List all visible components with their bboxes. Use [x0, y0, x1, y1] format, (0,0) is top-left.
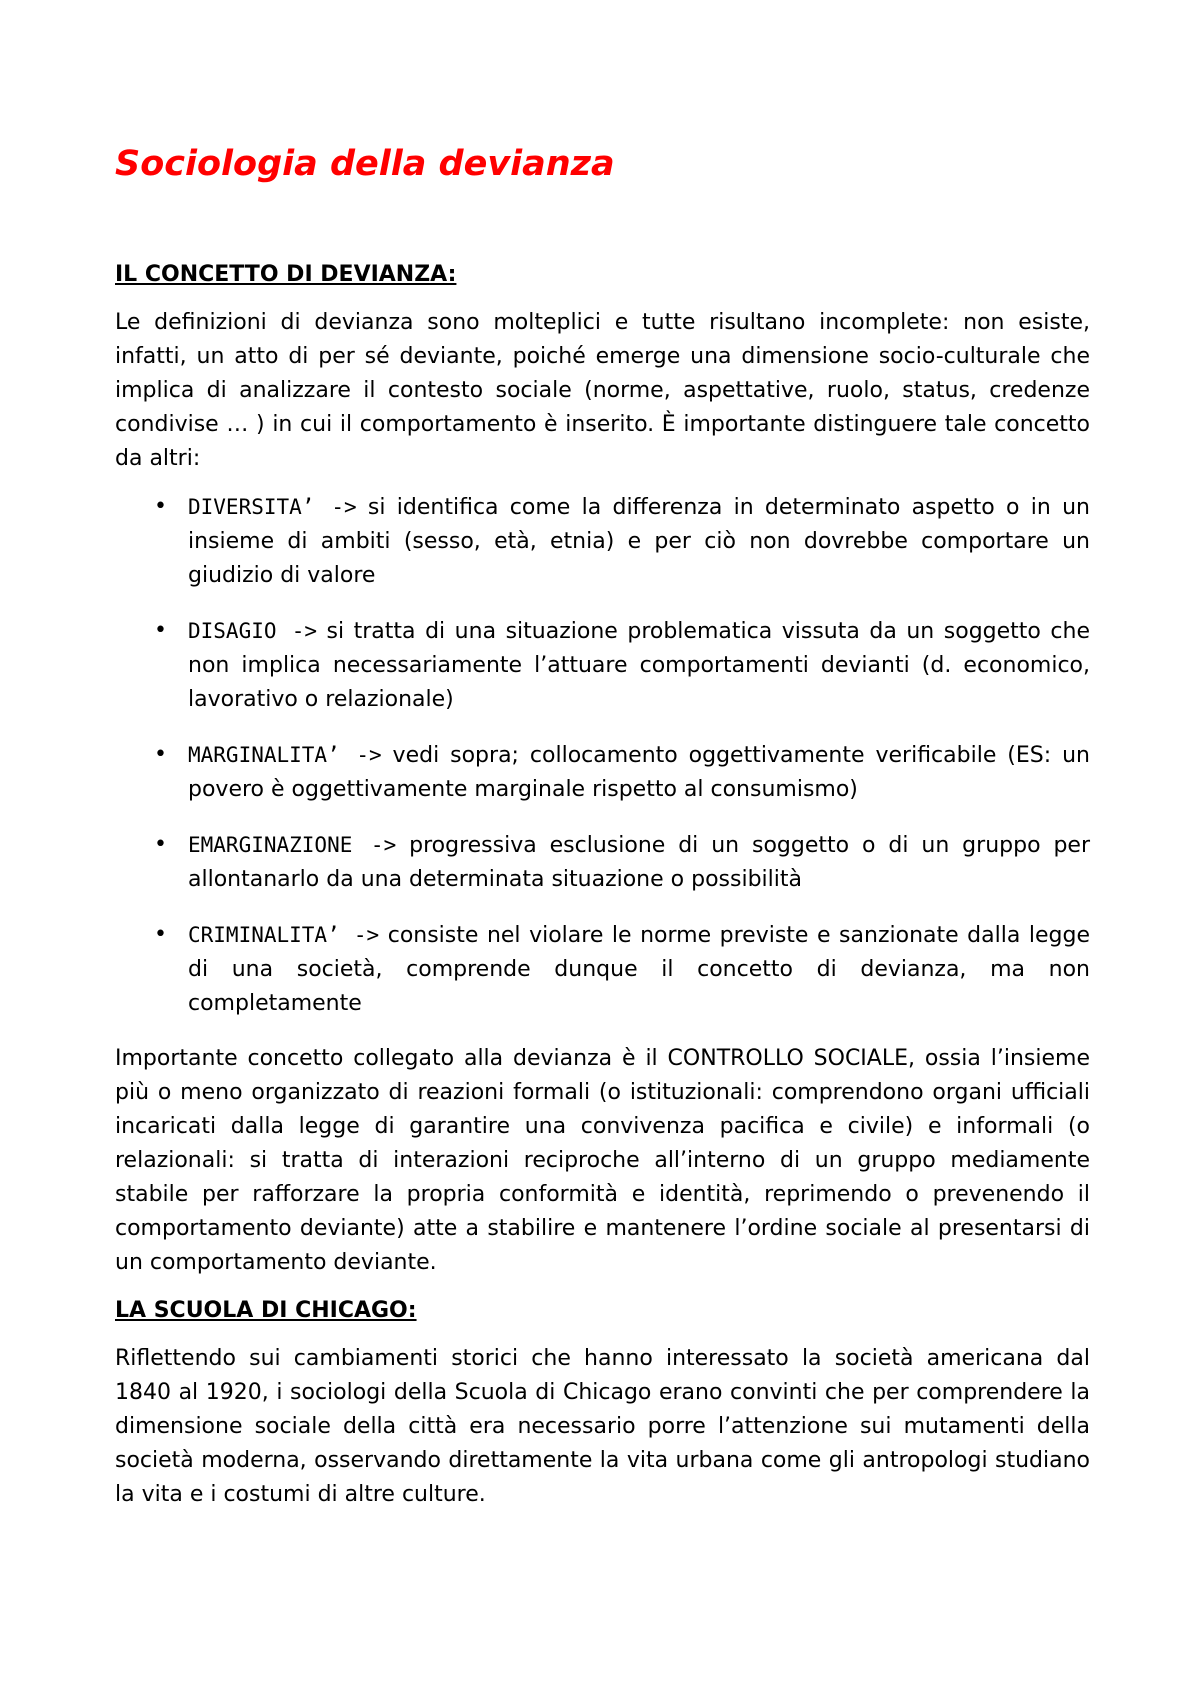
- document-title: Sociologia della devianza: [115, 144, 615, 184]
- bullet-icon: •: [154, 618, 167, 643]
- list-item-text: si tratta di una situazione problematica vissuta da un soggetto che non implica necessariamente l’attuare comportamenti devianti (d. economico, lavorativo o relazionale): [188, 619, 1090, 712]
- list-item-text: si identifica come la differenza in determinato aspetto o in un insieme di ambiti (sesso, età, etnia) e per ciò non dovrebbe comportare un giudizio di valore: [188, 495, 1090, 588]
- document-page: [115, 140, 1090, 1526]
- closing-paragraph: Importante concetto collegato alla devianza è il CONTROLLO SOCIALE, ossia l’insieme più o meno organizzato di reazioni formali (o istituzionali: comprendono organi ufficiali incaricati dalla legge di garantire una convivenza pacifica e civile) e informali (o relazionali: si tratta di interazioni reciproche all’interno di un gruppo mediamente stabile per rafforzare la propria conformità e identità, reprimendo o prevenendo il comportamento deviante) atte a stabilire e mantenere l’ordine sociale al presentarsi di un comportamento deviante.: [115, 1046, 1090, 1275]
- list-item: [115, 490, 1090, 593]
- list-item-text: vedi sopra; collocamento oggettivamente verificabile (ES: un povero è oggettivamente marginale rispetto al consumismo): [188, 743, 1090, 802]
- list-item: [115, 614, 1090, 717]
- chicago-paragraph: Riflettendo sui cambiamenti storici che hanno interessato la società americana dal 1840 al 1920, i sociologi della Scuola di Chicago erano convinti che per comprendere la dimensione sociale della città era necessario porre l’attenzione sui mutamenti della società moderna, osservando direttamente la vita urbana come gli antropologi studiano la vita e i costumi di altre culture.: [115, 1346, 1090, 1507]
- section-heading-chicago: LA SCUOLA DI CHICAGO:: [115, 1298, 417, 1323]
- concept-list: [115, 490, 1090, 1021]
- bullet-icon: •: [154, 922, 167, 947]
- list-item: [115, 738, 1090, 807]
- list-item: [115, 918, 1090, 1021]
- list-item-term: EMARGINAZIONE ->: [188, 833, 397, 857]
- list-item-term: CRIMINALITA’ ->: [188, 923, 380, 947]
- intro-paragraph: Le definizioni di devianza sono molteplici e tutte risultano incomplete: non esiste, infatti, un atto di per sé deviante, poiché emerge una dimensione socio-culturale che implica di analizzare il contesto sociale (norme, aspettative, ruolo, status, credenze condivise … ) in cui il comportamento è inserito. È importante distinguere tale concetto da altri:: [115, 310, 1090, 471]
- list-item: [115, 828, 1090, 897]
- list-item-text: progressiva esclusione di un soggetto o di un gruppo per allontanarlo da una determinata situazione o possibilità: [188, 833, 1090, 892]
- list-item-text: consiste nel violare le norme previste e sanzionate dalla legge di una società, comprende dunque il concetto di devianza, ma non completamente: [188, 923, 1090, 1016]
- bullet-icon: •: [154, 742, 167, 767]
- bullet-icon: •: [154, 494, 167, 519]
- list-item-term: DISAGIO ->: [188, 619, 317, 643]
- section-heading-concetto: IL CONCETTO DI DEVIANZA:: [115, 262, 457, 287]
- list-item-term: DIVERSITA’ ->: [188, 495, 357, 519]
- list-item-term: MARGINALITA’ ->: [188, 743, 382, 767]
- bullet-icon: •: [154, 832, 167, 857]
